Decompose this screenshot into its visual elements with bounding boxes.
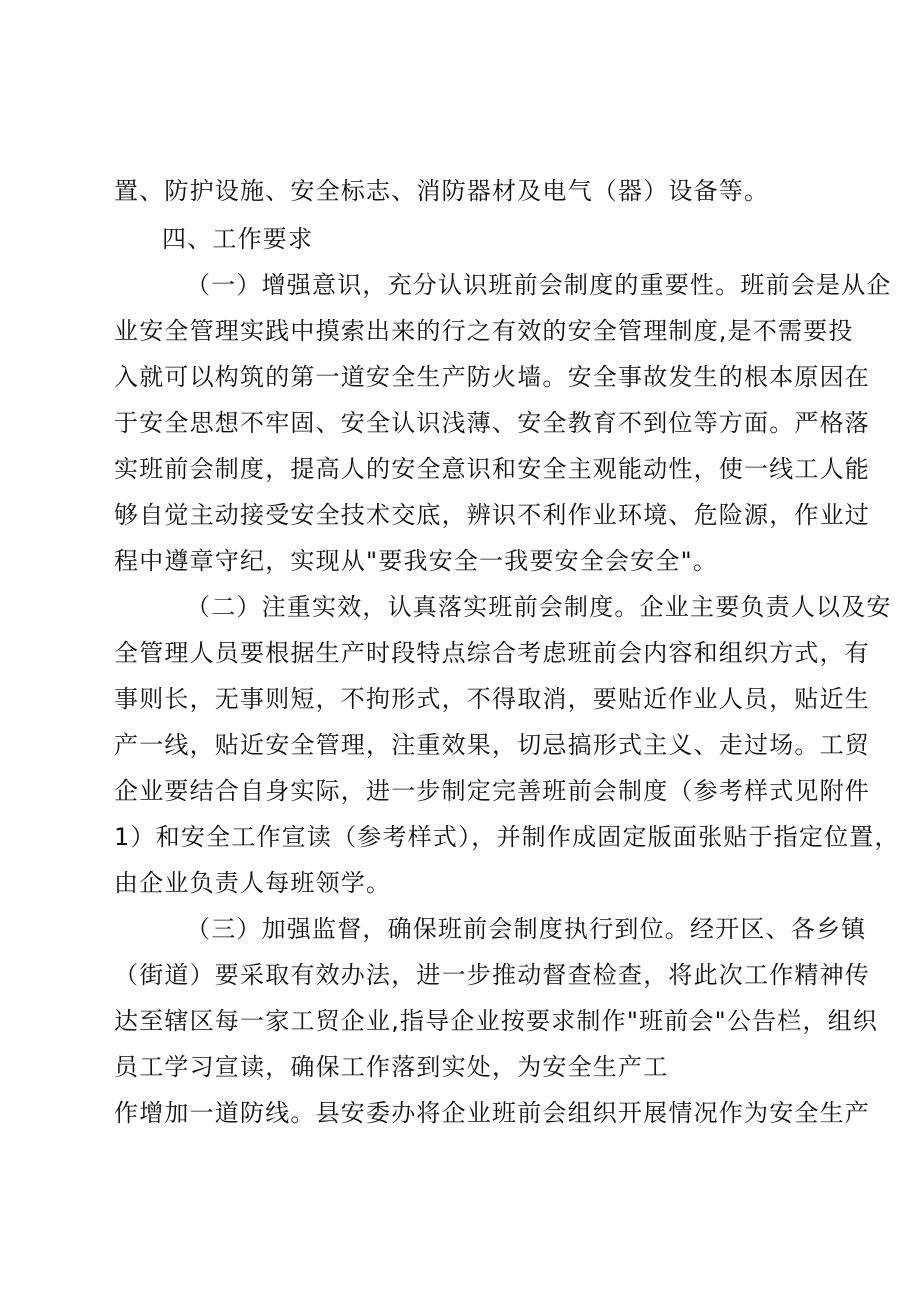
text-line-18: （街道）要采取有效办法，进一步推动督查检查，将此次工作精神传 [114, 961, 870, 989]
text-line-14: 企业要结合自身实际，进一步制定完善班前会制度（参考样式见附件 [114, 777, 870, 805]
text-line-9: 程中遵章守纪，实现从"要我安全一我要安全会安全"。 [114, 547, 719, 575]
text-line-21: 作增加一道防线。县安委办将企业班前会组织开展情况作为安全生产 [114, 1099, 870, 1127]
text-line-13: 产一线，贴近安全管理，注重效果，切忌搞形式主义、走过场。工贸 [114, 731, 870, 759]
text-line-7: 实班前会制度，提高人的安全意识和安全主观能动性，使一线工人能 [114, 455, 870, 483]
text-line-6: 于安全思想不牢固、安全认识浅薄、安全教育不到位等方面。严格落 [114, 409, 870, 437]
text-line-12: 事则长，无事则短，不拘形式，不得取消，要贴近作业人员，贴近生 [114, 685, 870, 713]
text-line-5: 入就可以构筑的第一道安全生产防火墙。安全事故发生的根本原因在 [114, 363, 870, 391]
text-line-1: 置、防护设施、安全标志、消防器材及电气（器）设备等。 [114, 177, 770, 205]
text-line-15: 1）和安全工作宣读（参考样式），并制作成固定版面张贴于指定位置， [114, 823, 900, 851]
text-line-3: （一）增强意识，充分认识班前会制度的重要性。班前会是从企 [186, 271, 892, 299]
text-line-11: 全管理人员要根据生产时段特点综合考虑班前会内容和组织方式，有 [114, 639, 870, 667]
section-heading-work-requirements: 四、工作要求 [162, 225, 314, 253]
text-line-10: （二）注重实效，认真落实班前会制度。企业主要负责人以及安 [186, 593, 892, 621]
text-line-4: 业安全管理实践中摸索出来的行之有效的安全管理制度,是不需要投 [114, 317, 854, 345]
text-line-19: 达至辖区每一家工贸企业,指导企业按要求制作"班前会"公告栏，组织 [114, 1007, 879, 1035]
text-line-16: 由企业负责人每班领学。 [114, 869, 392, 897]
text-line-20: 员工学习宣读，确保工作落到实处，为安全生产工 [114, 1053, 669, 1081]
text-line-8: 够自觉主动接受安全技术交底，辨识不利作业环境、危险源，作业过 [114, 501, 870, 529]
text-line-17: （三）加强监督，确保班前会制度执行到位。经开区、各乡镇 [186, 915, 867, 943]
